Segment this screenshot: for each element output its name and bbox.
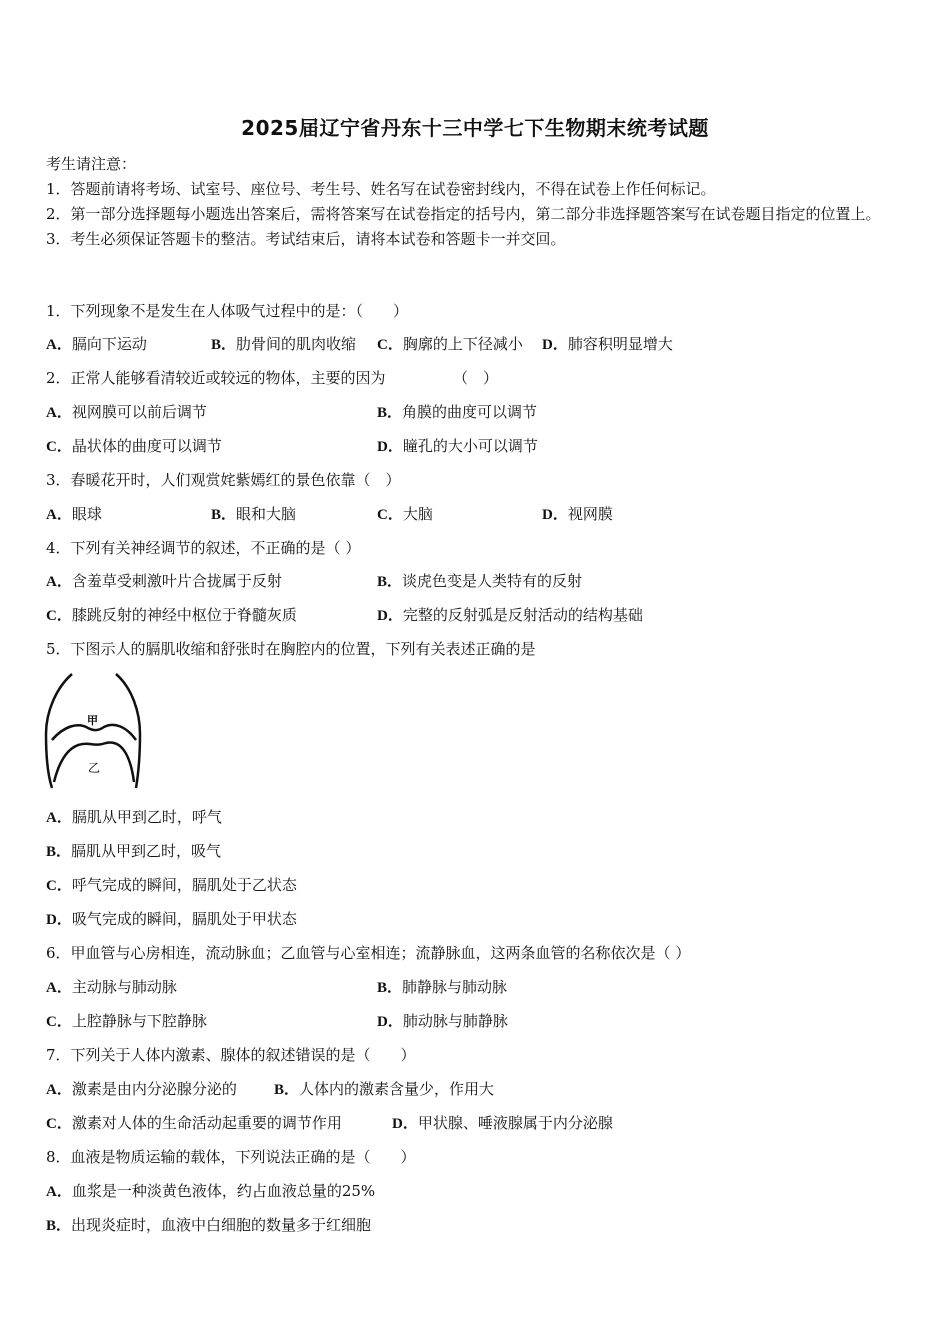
option-a: [46, 806, 222, 828]
option-key: B．: [377, 980, 403, 996]
option-text: 膈肌从甲到乙时，呼气: [71, 808, 222, 826]
option-key: B．: [46, 844, 72, 860]
diaphragm-figure: [42, 672, 146, 794]
option-key: D．: [542, 507, 568, 523]
question-stem: 4．下列有关神经调节的叙述，不正确的是（ ）: [46, 539, 361, 557]
exam-title: 2025届辽宁省丹东十三中学七下生物期末统考试题: [241, 116, 709, 140]
notice-heading: 考生请注意：: [46, 155, 137, 173]
option-key: C．: [46, 878, 72, 894]
option-b: [377, 976, 507, 998]
option-text: 完整的反射弧是反射活动的结构基础: [402, 606, 643, 624]
notice-item: 3．考生必须保证答题卡的整洁。考试结束后，请将本试卷和答题卡一并交回。: [46, 230, 566, 248]
option-text: 肺静脉与肺动脉: [402, 978, 508, 996]
option-b: [377, 401, 537, 423]
option-key: A．: [46, 574, 72, 590]
option-key: C．: [46, 439, 72, 455]
option-key: D．: [392, 1116, 418, 1132]
question-stem: 2．正常人能够看清较近或较远的物体，主要的因为 （ ）: [46, 369, 499, 387]
option-text: 出现炎症时，血液中白细胞的数量多于红细胞: [71, 1216, 372, 1234]
option-text: 上腔静脉与下腔静脉: [71, 1012, 207, 1030]
option-key: C．: [46, 1014, 72, 1030]
option-b: [46, 1214, 371, 1236]
option-b: [274, 1078, 494, 1100]
option-c: [46, 874, 297, 896]
option-key: A．: [46, 1082, 72, 1098]
notice-block: [46, 152, 906, 252]
question-stem: 6．甲血管与心房相连，流动脉血；乙血管与心室相连；流静脉血，这两条血管的名称依次是（ ）: [46, 944, 691, 962]
option-d: [377, 435, 538, 457]
option-c: [46, 1112, 342, 1134]
option-c: [46, 435, 222, 457]
option-text: 肺动脉与肺静脉: [402, 1012, 508, 1030]
option-d: [542, 333, 673, 355]
option-text: 膝跳反射的神经中枢位于脊髓灰质: [71, 606, 297, 624]
notice-item: 2．第一部分选择题每小题选出答案后，需将答案写在试卷指定的括号内，第二部分非选择题答案写在试卷题目指定的位置上。: [46, 205, 881, 223]
option-b: [377, 570, 582, 592]
figure-label-jia: 甲: [87, 714, 98, 727]
option-text: 肋骨间的肌肉收缩: [236, 335, 357, 353]
option-key: C．: [377, 337, 403, 353]
figure-label-yi: 乙: [88, 761, 101, 775]
option-key: C．: [46, 608, 72, 624]
option-key: A．: [46, 337, 72, 353]
option-d: [542, 503, 613, 525]
option-a: [46, 1180, 375, 1202]
option-text: 人体内的激素含量少，作用大: [299, 1080, 495, 1098]
option-key: B．: [274, 1082, 300, 1098]
diaphragm-line-jia: [52, 725, 136, 740]
option-key: B．: [211, 337, 237, 353]
option-key: D．: [46, 912, 72, 928]
option-text: 眼和大脑: [236, 505, 297, 523]
option-a: [46, 503, 102, 525]
option-text: 膈肌从甲到乙时，吸气: [71, 842, 222, 860]
question-stem: 7．下列关于人体内激素、腺体的叙述错误的是（ ）: [46, 1046, 416, 1064]
option-key: D．: [377, 439, 403, 455]
option-c: [377, 503, 433, 525]
option-text: 主动脉与肺动脉: [71, 978, 177, 996]
option-key: A．: [46, 980, 72, 996]
option-d: [377, 604, 643, 626]
question-stem: 5．下图示人的膈肌收缩和舒张时在胸腔内的位置，下列有关表述正确的是: [46, 640, 536, 658]
option-key: A．: [46, 810, 72, 826]
option-d: [46, 908, 297, 930]
option-b: [211, 333, 356, 355]
option-b: [211, 503, 296, 525]
option-text: 视网膜: [567, 505, 613, 523]
question-stem: 1．下列现象不是发生在人体吸气过程中的是：（ ）: [46, 302, 409, 320]
option-text: 膈向下运动: [71, 335, 147, 353]
option-key: D．: [377, 608, 403, 624]
option-c: [46, 604, 297, 626]
option-text: 吸气完成的瞬间，膈肌处于甲状态: [71, 910, 297, 928]
option-a: [46, 1078, 237, 1100]
option-key: B．: [211, 507, 237, 523]
option-a: [46, 570, 282, 592]
option-d: [377, 1010, 508, 1032]
option-text: 眼球: [71, 505, 102, 523]
option-text: 视网膜可以前后调节: [71, 403, 207, 421]
question-stem: 3．春暖花开时，人们观赏姹紫嫣红的景色依靠（ ）: [46, 471, 401, 489]
option-key: C．: [46, 1116, 72, 1132]
option-key: B．: [46, 1218, 72, 1234]
option-key: B．: [377, 405, 403, 421]
option-key: B．: [377, 574, 403, 590]
option-key: A．: [46, 507, 72, 523]
option-d: [392, 1112, 613, 1134]
option-a: [46, 976, 177, 998]
option-key: A．: [46, 405, 72, 421]
question-stem: 8．血液是物质运输的载体，下列说法正确的是（ ）: [46, 1148, 416, 1166]
option-text: 甲状腺、唾液腺属于内分泌腺: [417, 1114, 613, 1132]
option-text: 激素是由内分泌腺分泌的: [71, 1080, 237, 1098]
option-a: [46, 401, 207, 423]
option-b: [46, 840, 221, 862]
option-key: A．: [46, 1184, 72, 1200]
option-a: [46, 333, 147, 355]
option-c: [377, 333, 523, 355]
option-text: 血浆是一种淡黄色液体，约占血液总量的25%: [71, 1182, 376, 1200]
option-text: 谈虎色变是人类特有的反射: [402, 572, 583, 590]
option-text: 含羞草受刺激叶片合拢属于反射: [71, 572, 282, 590]
option-text: 晶状体的曲度可以调节: [71, 437, 222, 455]
option-text: 瞳孔的大小可以调节: [402, 437, 538, 455]
option-c: [46, 1010, 207, 1032]
chest-wall-left: [46, 674, 72, 788]
option-text: 角膜的曲度可以调节: [402, 403, 538, 421]
option-key: C．: [377, 507, 403, 523]
option-text: 肺容积明显增大: [567, 335, 673, 353]
option-key: D．: [377, 1014, 403, 1030]
option-key: D．: [542, 337, 568, 353]
option-text: 大脑: [402, 505, 433, 523]
option-text: 胸廓的上下径减小: [402, 335, 523, 353]
option-text: 呼气完成的瞬间，膈肌处于乙状态: [71, 876, 297, 894]
option-text: 激素对人体的生命活动起重要的调节作用: [71, 1114, 342, 1132]
notice-item: 1．答题前请将考场、试室号、座位号、考生号、姓名写在试卷密封线内，不得在试卷上作任何标记。: [46, 180, 716, 198]
